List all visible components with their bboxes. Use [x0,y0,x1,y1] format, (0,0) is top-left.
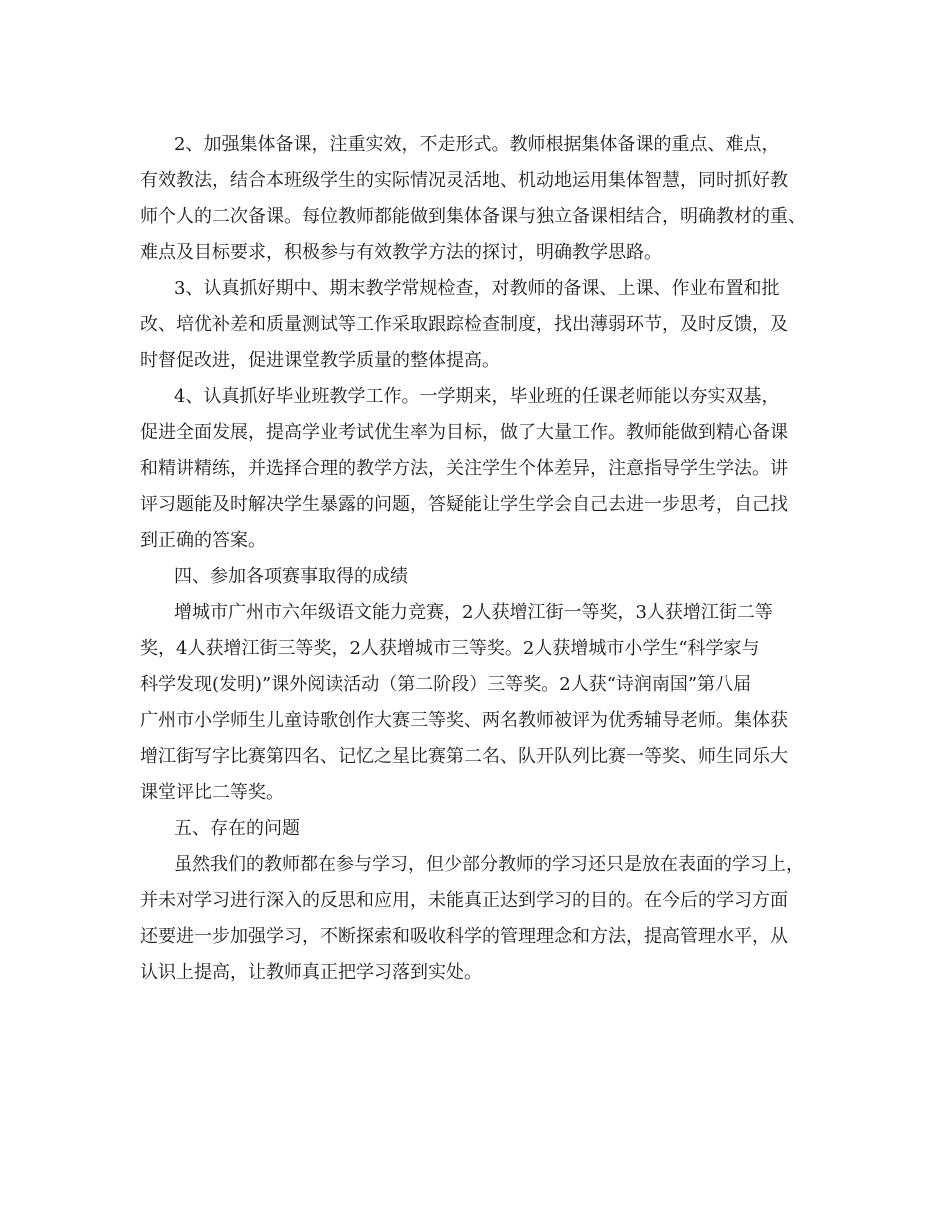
paragraph-first-line: 增城市广州市六年级语文能力竞赛，2人获增江街一等奖，3人获增江街二等 [174,602,773,623]
paragraph-line: 时督促改进，促进课堂教学质量的整体提高。 [140,350,500,371]
paragraph-line: 增江街写字比赛第四名、记忆之星比赛第二名、队开队列比赛一等奖、师生同乐大 [140,746,788,767]
paragraph-line: 难点及目标要求，积极参与有效教学方法的探讨，明确教学思路。 [140,242,662,263]
paragraph-first-line: 五、存在的问题 [174,818,300,839]
paragraph-line: 并未对学习进行深入的反思和应用，未能真正达到学习的目的。在今后的学习方面 [140,890,788,911]
paragraph-line: 师个人的二次备课。每位教师都能做到集体备课与独立备课相结合，明确教材的重、 [140,206,806,227]
paragraph-first-line: 四、参加各项赛事取得的成绩 [174,566,408,587]
paragraph-first-line: 4、认真抓好毕业班教学工作。一学期来，毕业班的任课老师能以夯实双基， [174,386,780,407]
paragraph-line: 促进全面发展，提高学业考试优生率为目标，做了大量工作。教师能做到精心备课 [140,422,788,443]
paragraph-line: 认识上提高，让教师真正把学习落到实处。 [140,962,482,983]
paragraph-line: 和精讲精练，并选择合理的教学方法，关注学生个体差异，注意指导学生学法。讲 [140,458,788,479]
paragraph-first-line: 3、认真抓好期中、期末教学常规检查，对教师的备课、上课、作业布置和批 [174,278,780,299]
paragraph-line: 奖，4人获增江街三等奖，2人获增城市三等奖。2人获增城市小学生“科学家与 [140,638,760,659]
paragraph-first-line: 虽然我们的教师都在参与学习，但少部分教师的学习还只是放在表面的学习上， [174,854,804,875]
paragraph-line: 有效教法，结合本班级学生的实际情况灵活地、机动地运用集体智慧，同时抓好教 [140,170,788,191]
paragraph-line: 课堂评比二等奖。 [140,782,284,803]
paragraph-line: 改、培优补差和质量测试等工作采取跟踪检查制度，找出薄弱环节，及时反馈，及 [140,314,788,335]
paragraph-line: 评习题能及时解决学生暴露的问题，答疑能让学生学会自己去进一步思考，自己找 [140,494,788,515]
paragraph-line: 科学发现(发明)”课外阅读活动（第二阶段）三等奖。2人获“诗润南国”第八届 [140,674,752,695]
paragraph-line: 广州市小学师生儿童诗歌创作大赛三等奖、两名教师被评为优秀辅导老师。集体获 [140,710,788,731]
paragraph-line: 到正确的答案。 [140,530,266,551]
paragraph-first-line: 2、加强集体备课，注重实效，不走形式。教师根据集体备课的重点、难点， [174,134,780,155]
paragraph-line: 还要进一步加强学习，不断探索和吸收科学的管理理念和方法，提高管理水平，从 [140,926,788,947]
document-body [140,127,820,991]
